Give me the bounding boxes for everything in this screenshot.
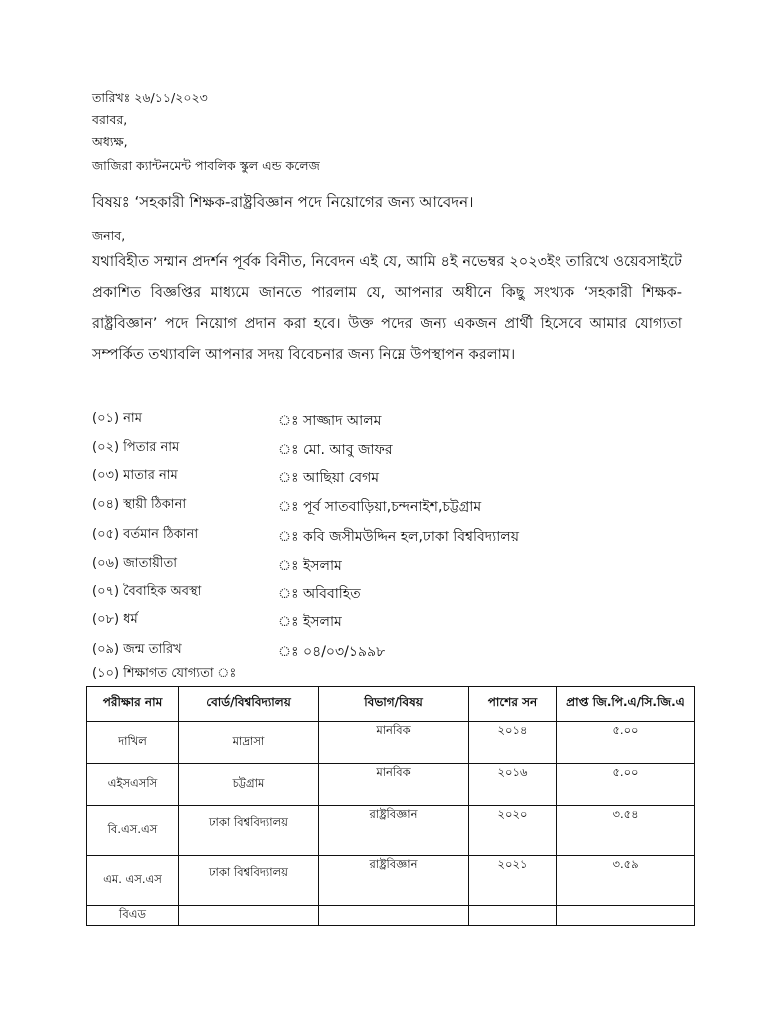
header-exam: পরীক্ষার নাম bbox=[87, 687, 179, 722]
table-header-row bbox=[87, 687, 695, 722]
letter-recipient: বরাবর, bbox=[92, 112, 128, 127]
cell-subject: রাষ্ট্রবিজ্ঞান bbox=[319, 806, 469, 856]
cell-year: ২০২১ bbox=[469, 856, 557, 906]
info-row-nationality bbox=[92, 554, 692, 576]
cell-exam: বি.এস.এস bbox=[87, 806, 179, 856]
cell-subject: রাষ্ট্রবিজ্ঞান bbox=[319, 856, 469, 906]
cell-subject: মানবিক bbox=[319, 764, 469, 806]
header-board: বোর্ড/বিশ্ববিদ্যালয় bbox=[179, 687, 319, 722]
info-label: (০৬) জাতায়ীতা bbox=[92, 556, 178, 571]
cell-gpa bbox=[557, 906, 695, 926]
cell-board: চট্টগ্রাম bbox=[179, 764, 319, 806]
cell-exam: এইসএসসি bbox=[87, 764, 179, 806]
info-label: (০২) পিতার নাম bbox=[92, 440, 180, 455]
info-label: (০৯) জন্ম তারিখ bbox=[92, 642, 182, 657]
info-row-birth-date bbox=[92, 640, 692, 662]
info-row-mother-name bbox=[92, 466, 692, 488]
cell-subject: মানবিক bbox=[319, 722, 469, 764]
info-label: (০৩) মাতার নাম bbox=[92, 468, 178, 483]
table-row bbox=[87, 906, 695, 926]
info-label: (০৪) স্থায়ী ঠিকানা bbox=[92, 497, 187, 512]
table-row bbox=[87, 722, 695, 764]
cell-year bbox=[469, 906, 557, 926]
info-value: ঃ ইসলাম bbox=[278, 614, 342, 630]
letter-body: যথাবিহীত সম্মান প্রদর্শন পূর্বক বিনীত, নিবেদন এই যে, আমি ৪ই নভেম্বর ২০২৩ইং তারিখে ওয়েবসাইটে প্রকাশিত বিজ্ঞপ্তির মাধ্যমে জানতে পারলাম যে, আপনার অধীনে কিছু সংখ্যক ‘সহকারী শিক্ষক-রাষ্ট্রবিজ্ঞান’ পদে নিয়োগ প্রদান করা হবে। উক্ত পদের জন্য একজন প্রার্থী হিসেবে আমার যোগ্যতা সম্পর্কিত তথ্যাবলি আপনার সদয় বিবেচনার জন্য নিম্নে উপস্থাপন করলাম। bbox=[92, 253, 682, 363]
info-row-permanent-address bbox=[92, 495, 692, 517]
info-label: (০১) নাম bbox=[92, 411, 142, 426]
letter-date: তারিখঃ ২৬/১১/২০২৩ bbox=[92, 90, 208, 105]
cell-gpa: ৩.৫৪ bbox=[557, 806, 695, 856]
cell-board: ঢাকা বিশ্ববিদ্যালয় bbox=[179, 856, 319, 906]
table-row bbox=[87, 856, 695, 906]
cell-exam: বিএড bbox=[87, 906, 179, 926]
info-label: (০৫) বর্তমান ঠিকানা bbox=[92, 527, 199, 542]
letter-salutation: জনাব, bbox=[92, 228, 126, 243]
education-table bbox=[86, 686, 695, 926]
info-value: ঃ ইসলাম bbox=[278, 558, 342, 574]
cell-exam: দাখিল bbox=[87, 722, 179, 764]
info-label: (০৭) বৈবাহিক অবস্থা bbox=[92, 584, 202, 599]
info-row-name bbox=[92, 409, 692, 431]
cell-board bbox=[179, 906, 319, 926]
info-value: ঃ ০৪/০৩/১৯৯৮ bbox=[278, 644, 386, 660]
info-value: ঃ আছিয়া বেগম bbox=[278, 470, 380, 486]
table-row bbox=[87, 764, 695, 806]
cell-year: ২০১৬ bbox=[469, 764, 557, 806]
info-row-father-name bbox=[92, 438, 692, 460]
info-value: ঃ মো. আবু জাফর bbox=[278, 442, 393, 458]
header-year: পাশের সন bbox=[469, 687, 557, 722]
header-gpa: প্রাপ্ত জি.পি.এ/সি.জি.এ bbox=[557, 687, 695, 722]
info-row-religion bbox=[92, 610, 692, 632]
recipient-institution: জাজিরা ক্যান্টনমেন্ট পাবলিক স্কুল এন্ড কলেজ bbox=[92, 158, 320, 173]
info-value: ঃ পূর্ব সাতবাড়িয়া,চন্দনাইশ,চট্টগ্রাম bbox=[278, 499, 482, 515]
education-title: (১০) শিক্ষাগত যোগ্যতা ঃ bbox=[92, 666, 237, 681]
info-value: ঃ কবি জসীমউদ্দিন হল,ঢাকা বিশ্ববিদ্যালয় bbox=[278, 529, 519, 545]
cell-year: ২০২০ bbox=[469, 806, 557, 856]
info-row-present-address bbox=[92, 525, 692, 547]
header-subject: বিভাগ/বিষয় bbox=[319, 687, 469, 722]
cell-board: মাদ্রাসা bbox=[179, 722, 319, 764]
cell-board: ঢাকা বিশ্ববিদ্যালয় bbox=[179, 806, 319, 856]
cell-year: ২০১৪ bbox=[469, 722, 557, 764]
cell-gpa: ৫.০০ bbox=[557, 764, 695, 806]
cell-gpa: ৫.০০ bbox=[557, 722, 695, 764]
cell-exam: এম. এস.এস bbox=[87, 856, 179, 906]
table-row bbox=[87, 806, 695, 856]
info-value: ঃ সাজ্জাদ আলম bbox=[278, 413, 382, 429]
letter-subject: বিষয়ঃ ‘সহকারী শিক্ষক-রাষ্ট্রবিজ্ঞান পদে নিয়োগের জন্য আবেদন। bbox=[92, 193, 474, 211]
recipient-designation: অধ্যক্ষ, bbox=[92, 134, 128, 149]
cell-gpa: ৩.৫৯ bbox=[557, 856, 695, 906]
info-label: (০৮) ধর্ম bbox=[92, 612, 138, 627]
info-row-marital-status bbox=[92, 582, 692, 604]
info-value: ঃ অবিবাহিত bbox=[278, 586, 361, 602]
cell-subject bbox=[319, 906, 469, 926]
